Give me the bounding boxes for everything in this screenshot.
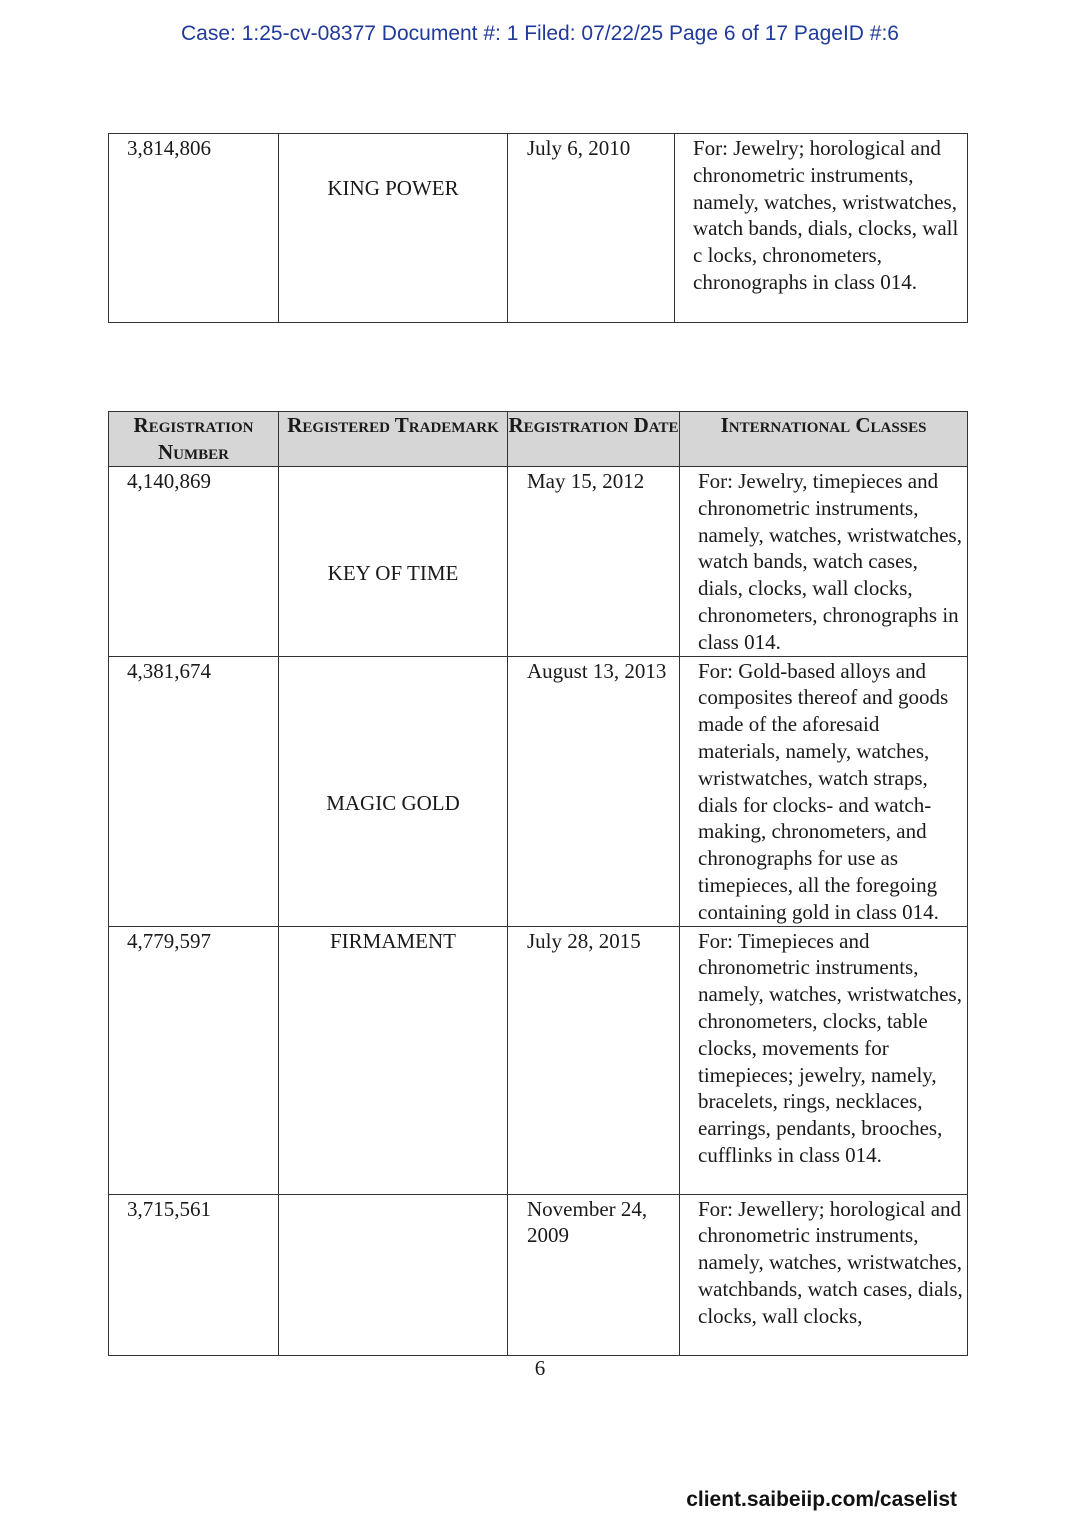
trademark-text: KING POWER	[327, 176, 459, 200]
top-registration-table	[108, 133, 968, 323]
international-classes: For: Jewelry, timepieces and chronometric instruments, namely, watches, wristwatches, watch bands, watch cases, dials, clocks, wall clocks, chronometers, chronographs in class 014.	[680, 467, 968, 657]
registered-trademark	[279, 1194, 508, 1355]
source-url: client.saibeiip.com/caselist	[686, 1488, 957, 1511]
page-number: 6	[534, 1356, 546, 1380]
international-classes: For: Timepieces and chronometric instruments, namely, watches, wristwatches, chronometers, clocks, table clocks, movements for timepieces; jewelry, namely, bracelets, rings, necklaces, earrings, pendants, brooches, cufflinks in class 014.	[680, 926, 968, 1194]
registered-trademark	[279, 134, 508, 323]
registered-trademark	[279, 467, 508, 657]
registration-number: 4,381,674	[109, 656, 279, 926]
table-row	[109, 656, 968, 926]
registration-number: 4,779,597	[109, 926, 279, 1194]
header-registered-trademark: Registered Trademark	[279, 412, 508, 467]
registered-trademark	[279, 926, 508, 1194]
registered-trademark	[279, 656, 508, 926]
international-classes: For: Jewelry; horological and chronometric instruments, namely, watches, wristwatches, watch bands, dials, clocks, wall c locks, chronometers, chronographs in class 014.	[675, 134, 968, 323]
header-row	[109, 412, 968, 467]
trademark-text: KEY OF TIME	[327, 561, 459, 585]
registration-date: May 15, 2012	[508, 467, 680, 657]
header-international-classes: International Classes	[680, 412, 968, 467]
registration-number: 3,814,806	[109, 134, 279, 323]
registration-date: November 24, 2009	[508, 1194, 680, 1355]
main-registration-table	[108, 411, 968, 1356]
table-row	[109, 926, 968, 1194]
international-classes: For: Jewellery; horological and chronometric instruments, namely, watches, wristwatches, watchbands, watch cases, dials, clocks, wall clocks,	[680, 1194, 968, 1355]
case-header: Case: 1:25-cv-08377 Document #: 1 Filed: 07/22/25 Page 6 of 17 PageID #:6	[181, 22, 899, 45]
trademark-text: FIRMAMENT	[329, 928, 456, 953]
registration-date: August 13, 2013	[508, 656, 680, 926]
registration-date: July 6, 2010	[508, 134, 675, 323]
header-registration-date: Registration Date	[508, 412, 680, 467]
trademark-text: MAGIC GOLD	[326, 790, 460, 815]
table-row	[109, 134, 968, 323]
table-row	[109, 1194, 968, 1355]
header-registration-number: Registration Number	[109, 412, 279, 467]
international-classes: For: Gold-based alloys and composites thereof and goods made of the aforesaid materials, namely, watches, wristwatches, watch straps, dials for clocks- and watch-making, chronometers, and chronographs for use as timepieces, all the foregoing containing gold in class 014.	[680, 656, 968, 926]
registration-number: 3,715,561	[109, 1194, 279, 1355]
registration-date: July 28, 2015	[508, 926, 680, 1194]
registration-number: 4,140,869	[109, 467, 279, 657]
table-row	[109, 467, 968, 657]
